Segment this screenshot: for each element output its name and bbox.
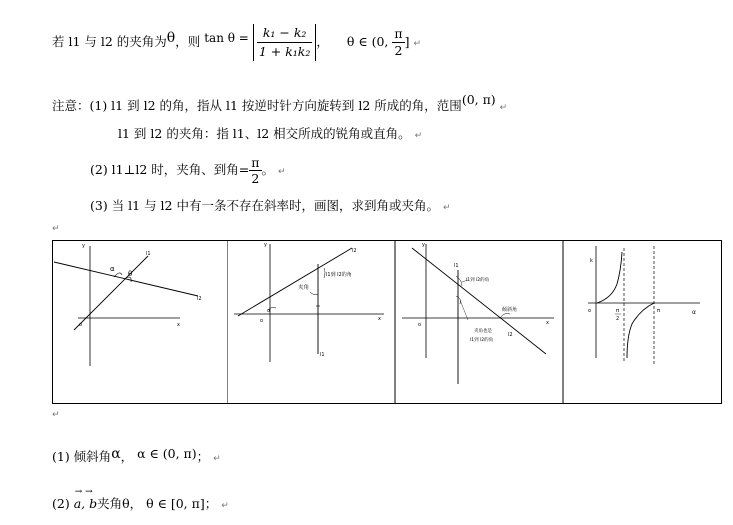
y-label: y [422,242,425,248]
theta-symbol: θ [166,30,176,46]
item1-range: α ∈ (0, π) [137,446,197,461]
note1b-text: l1 到 l2 的夹角：指 l1、l2 相交所成的锐角或直角。 [118,126,411,141]
note2-text: (2) l1⊥l2 时，夹角、到角= [90,162,250,177]
line-l2 [54,262,198,296]
range-text: θ ∈ (0, [346,34,389,49]
y-label: y [82,243,85,249]
figure-4 [564,240,722,404]
tan-label: tan θ = [204,31,249,45]
l2-label: l2 [352,248,357,254]
item2-mid: 夹角θ， [97,496,143,511]
paragraph-mark: ↵ [52,224,60,234]
pi-label: π [657,308,661,314]
k-label: k [590,258,593,264]
figure-3 [396,240,564,404]
bottom-label-2: l1到 l2的角 [470,338,494,343]
theta-label: θ [128,270,133,278]
abs-fraction [253,24,317,61]
note-1 [52,92,507,114]
origin-label: o [79,322,83,328]
formula-line [52,16,421,60]
vector-ab: → → a, b [73,487,98,511]
pi2-num: π [616,308,620,314]
paragraph-mark: ↵ [442,203,451,213]
paragraph-mark: ↵ [221,501,229,511]
fraction-denominator: 1 + k₁k₂ [258,44,311,59]
pi-den: 2 [251,171,260,186]
tan-curve-left [597,252,622,303]
l1-label: l1 [146,251,151,257]
jiajiao-label: 夹角 [298,285,310,291]
paragraph-mark: ↵ [278,167,286,177]
pi-num: π [394,26,403,41]
note2-end: 。 [261,162,275,177]
vector-ab-text: a, b [73,496,98,511]
pi2-den: 2 [616,316,620,322]
pi-over-2 [392,26,404,59]
origin-label: o [418,322,422,328]
item1-text: (1) 倾斜角 [52,449,112,464]
alpha-axis-label: α [692,309,696,316]
l1-label: l1 [454,263,459,269]
line1-mid: ，则 [175,34,201,49]
alpha-label: α [267,308,271,314]
angle-top-label: l1到 l2的角 [466,278,490,283]
item-1: (1) 倾斜角α， α ∈ (0, π)； ↵ [52,446,221,464]
angle-l1-l2-label: l1到 l2的角 [326,272,352,278]
paragraph-mark: ↵ [414,131,423,141]
x-label: x [378,316,381,322]
item-2 [52,487,229,520]
note3-text: (3) 当 l1 与 l2 中有一条不存在斜率时，画图，求到角或夹角。 [90,198,439,213]
item1-end: ； [196,449,210,464]
note-3 [90,196,451,214]
alpha-label: α [110,265,115,273]
paragraph-mark: ↵ [213,454,221,464]
line-l2 [238,248,352,316]
alpha-symbol: α [111,446,121,462]
x-label: x [177,322,180,328]
note-2 [90,152,286,188]
origin-label: o [588,308,592,314]
origin-label: o [260,318,264,324]
paragraph-mark: ↵ [413,39,422,49]
pi-den: 2 [394,43,403,58]
x-label: x [546,320,549,326]
inclination-label: 倾斜角 [502,307,518,313]
figure-1 [52,240,228,404]
paragraph-mark: ↵ [52,410,60,420]
line1-prefix: 若 l1 与 l2 的夹角为 [52,34,167,49]
paragraph-mark: ↵ [499,103,508,113]
pi-over-2 [249,155,261,186]
note-1b [118,124,422,142]
bottom-label-1: 夹角也是 [474,329,492,334]
range-close: ] [404,34,410,49]
pi-num: π [251,155,260,170]
l2-label: l2 [508,332,513,338]
note1-range: (0, π) [461,92,496,107]
item2-range: θ ∈ [0, π] [146,496,205,511]
figure-2 [228,240,396,404]
tan-curve-right [627,303,654,358]
item2-text: (2) [52,496,70,511]
y-label: y [264,242,267,248]
l2-label: l2 [197,296,202,302]
l1-label: l1 [320,352,325,358]
line1-comma: ， [316,34,329,49]
fraction-numerator: k₁ − k₂ [257,24,313,43]
item2-end: ； [204,496,218,511]
note1-text: 注意：(1) l1 到 l2 的角，指从 l1 按逆时针方向旋转到 l2 所成的角，范围 [52,98,462,113]
